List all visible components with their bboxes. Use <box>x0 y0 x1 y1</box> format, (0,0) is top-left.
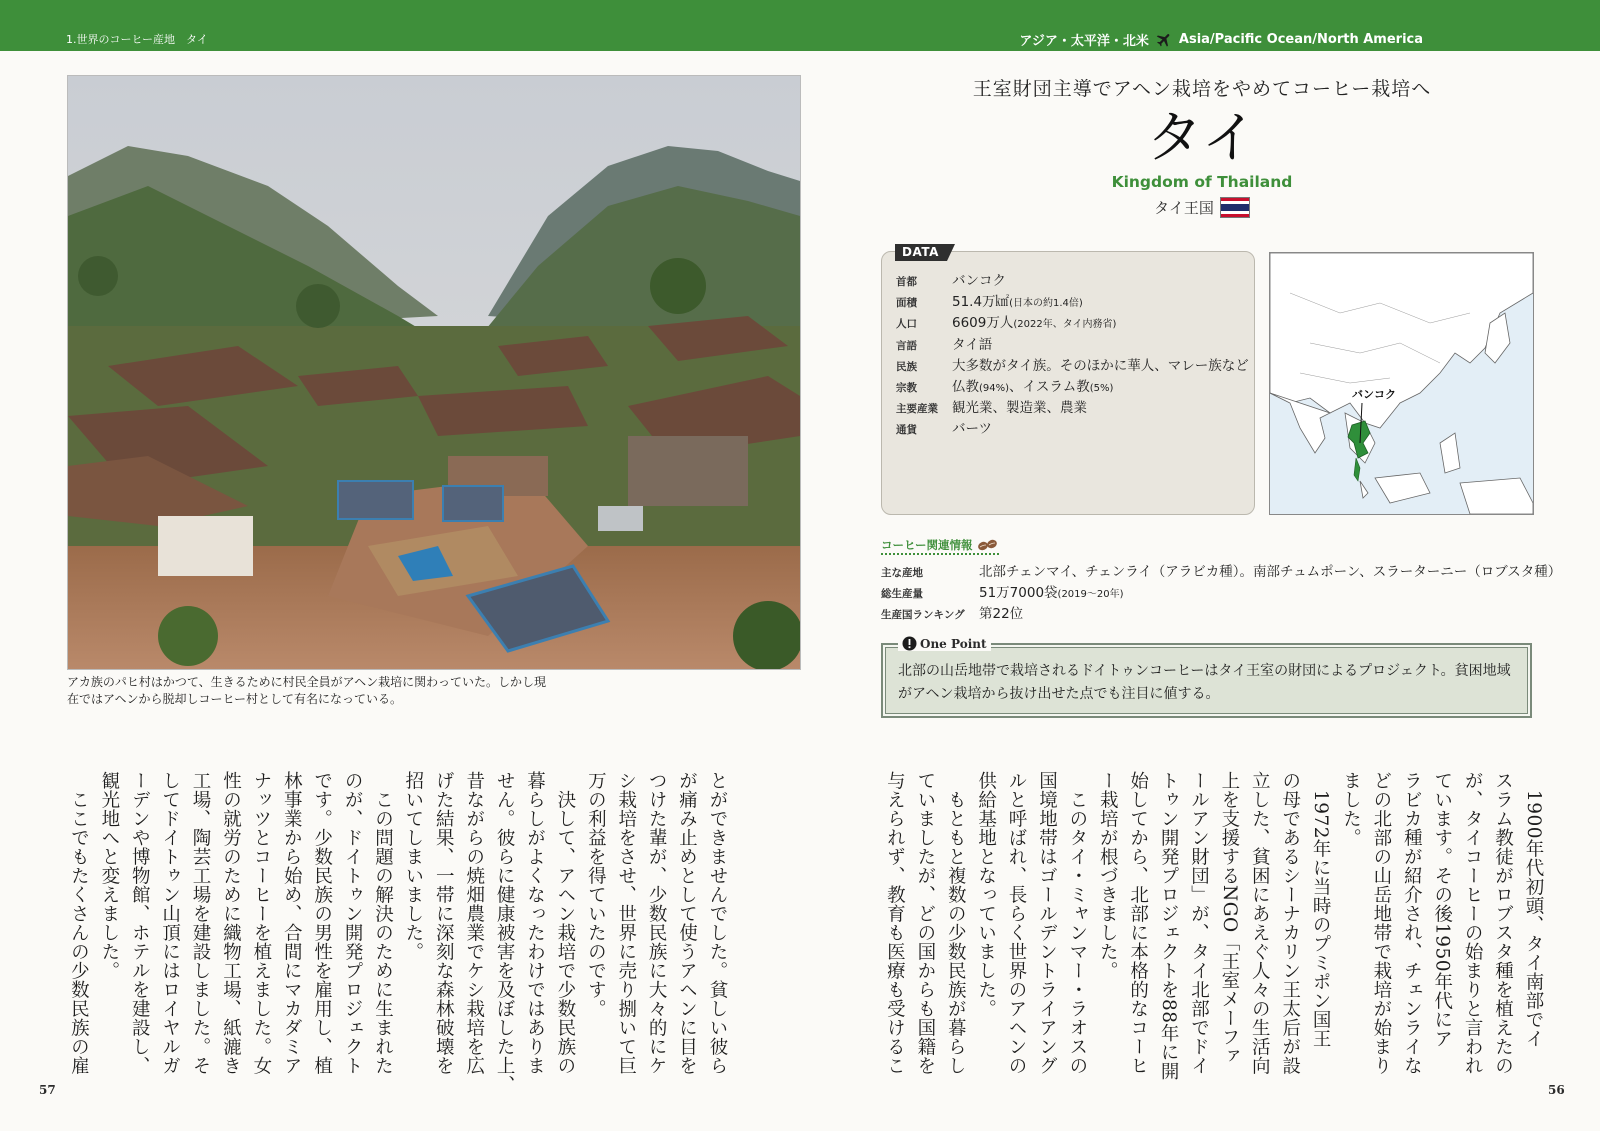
coffee-value: 第22位 <box>979 606 1024 622</box>
data-value: 6609万人 <box>952 315 1014 331</box>
data-key: 面積 <box>896 297 917 309</box>
coffee-heading-text: コーヒー関連情報 <box>881 538 973 552</box>
one-point-text: 北部の山岳地帯で栽培されるドイトゥンコーヒーはタイ王室の財団によるプロジェクト。貧困地域がアヘン栽培から抜け出せた点でも注目に値する。 <box>898 663 1511 702</box>
coffee-value: 北部チェンマイ、チェンライ（アラビカ種）。南部チュムポーン、スラーターニー（ロブスタ種） <box>979 564 1562 580</box>
data-row-currency <box>896 417 992 437</box>
map-pointer-line <box>1270 253 1533 514</box>
plane-icon <box>1155 31 1173 49</box>
data-note: (2022年、タイ内務省) <box>1013 319 1117 330</box>
data-note-2: (5%) <box>1089 383 1114 394</box>
english-country-name: Kingdom of Thailand <box>1111 173 1293 191</box>
data-row-language <box>896 333 992 353</box>
data-key: 言語 <box>896 340 917 352</box>
locator-map <box>1269 252 1534 515</box>
data-key: 民族 <box>896 361 917 373</box>
coffee-key: 生産国ランキング <box>881 609 965 621</box>
data-value: 51.4万㎢ <box>952 294 1010 310</box>
village-photo <box>67 75 801 670</box>
data-key: 通貨 <box>896 424 917 436</box>
coffee-key: 主な産地 <box>881 567 923 579</box>
chapter-label: 1.世界のコーヒー産地 タイ <box>66 33 208 46</box>
coffee-bean-icon <box>977 538 999 552</box>
data-value: 仏教 <box>952 379 979 395</box>
data-value: タイ語 <box>952 337 993 353</box>
coffee-note: (2019〜20年) <box>1057 589 1124 600</box>
data-value: バーツ <box>952 421 992 437</box>
data-row-ethnicity <box>896 354 1249 374</box>
header-bar <box>0 0 1600 51</box>
article-subtitle: 王室財団主導でアヘン栽培をやめてコーヒー栽培へ <box>972 78 1432 100</box>
japanese-country-name <box>880 197 1524 218</box>
data-label: DATA <box>895 244 947 261</box>
photo-caption: アカ族のパヒ村はかつて、生きるために村民全員がアヘン栽培に関わっていた。しかし現在ではアヘンから脱却しコーヒー村として有名になっている。 <box>67 675 547 706</box>
data-key: 首都 <box>896 276 917 288</box>
data-note: (94%) <box>979 383 1010 394</box>
region-label <box>1019 30 1423 49</box>
region-jp: アジア・太平洋・北米 <box>1019 34 1149 49</box>
data-key: 宗教 <box>896 382 917 394</box>
japanese-name-text: タイ王国 <box>1154 199 1214 217</box>
page-number-left: 57 <box>39 1083 56 1097</box>
country-title: タイ <box>1146 106 1258 171</box>
coffee-row-ranking <box>881 602 1023 622</box>
data-row-area <box>896 290 1083 310</box>
coffee-key: 総生産量 <box>881 588 923 600</box>
data-row-capital <box>896 269 1006 289</box>
coffee-info-heading <box>881 537 999 555</box>
data-row-religion <box>896 375 1113 395</box>
data-key: 人口 <box>896 318 917 330</box>
right-body-text: 1900年代初頭、タイ南部でイ スラム教徒がロブスタ種を植えたの が、タイコーヒーの始まりと言われ ています。その後1950年代にア ラビカ種が紹介され、チェンライな どの北部の山岳地帯で栽培が始まり ました。 1972年に当時のプミポン国王 の母であるシーナカリン王太后が設 立した、貧困にあえぐ人々の生活向 上を支援するNGO「王室メーファ ールアン財団」が、タイ北部でドイ トゥン開発プロジェクトを88年に開 始してから、北部に本格的なコーヒ ー栽培が根づきました。 このタイ・ミャンマー・ラオスの 国境地帯はゴールデントライアング ルと呼ばれ、長らく世界のアヘンの 供給基地となっていました。 もともと複数の少数民族が暮らし ていましたが、どの国からも国籍を 与えられず、教育も医療も受けるこ <box>884 771 1544 1081</box>
one-point-label <box>898 636 991 651</box>
page-number-right: 56 <box>1548 1083 1565 1097</box>
data-value-2: 、イスラム教 <box>1009 379 1090 395</box>
exclamation-icon <box>902 636 917 651</box>
coffee-value: 51万7000袋 <box>979 585 1058 601</box>
thai-flag-icon <box>1220 197 1250 218</box>
data-value: バンコク <box>952 273 1006 289</box>
village-illustration <box>68 76 800 669</box>
data-row-population <box>896 311 1116 331</box>
data-value: 大多数がタイ族。そのほかに華人、マレー族など <box>952 358 1249 374</box>
coffee-row-region <box>881 560 1561 580</box>
left-body-text: とができませんでした。貧しい彼ら が痛み止めとして使うアヘンに目を つけた輩が、少数民族に大々的にケ シ栽培をさせ、世界に売り捌いて巨 万の利益を得ていたのです。 決して、アヘン栽培で少数民族の 暮らしがよくなったわけではありま せん。彼らに健康被害を及ぼした上、 昔ながらの焼畑農業でケシ栽培を広 げた結果、一帯に深刻な森林破壊を 招いてしまいました。 この問題の解決のために生まれた のが、ドイトゥン開発プロジェクト です。少数民族の男性を雇用し、植 林事業から始め、合間にマカダミア ナッツとコーヒーを植えました。女 性の就労のために織物工場、紙漉き 工場、陶芸工場を建設しました。そ してドイトゥン山頂にはロイヤルガ ーデンや博物館、ホテルを建設し、 観光地へと変えました。 ここでもたくさんの少数民族の雇 <box>68 771 728 1094</box>
coffee-row-production <box>881 581 1124 601</box>
data-key: 主要産業 <box>896 403 938 415</box>
data-note: (日本の約1.4倍) <box>1009 298 1083 309</box>
data-value: 観光業、製造業、農業 <box>952 400 1087 416</box>
one-point-label-text: One Point <box>920 636 987 651</box>
map-city-label: バンコク <box>1352 388 1396 401</box>
data-row-industry <box>896 396 1087 416</box>
region-en: Asia/Pacific Ocean/North America <box>1178 32 1423 47</box>
